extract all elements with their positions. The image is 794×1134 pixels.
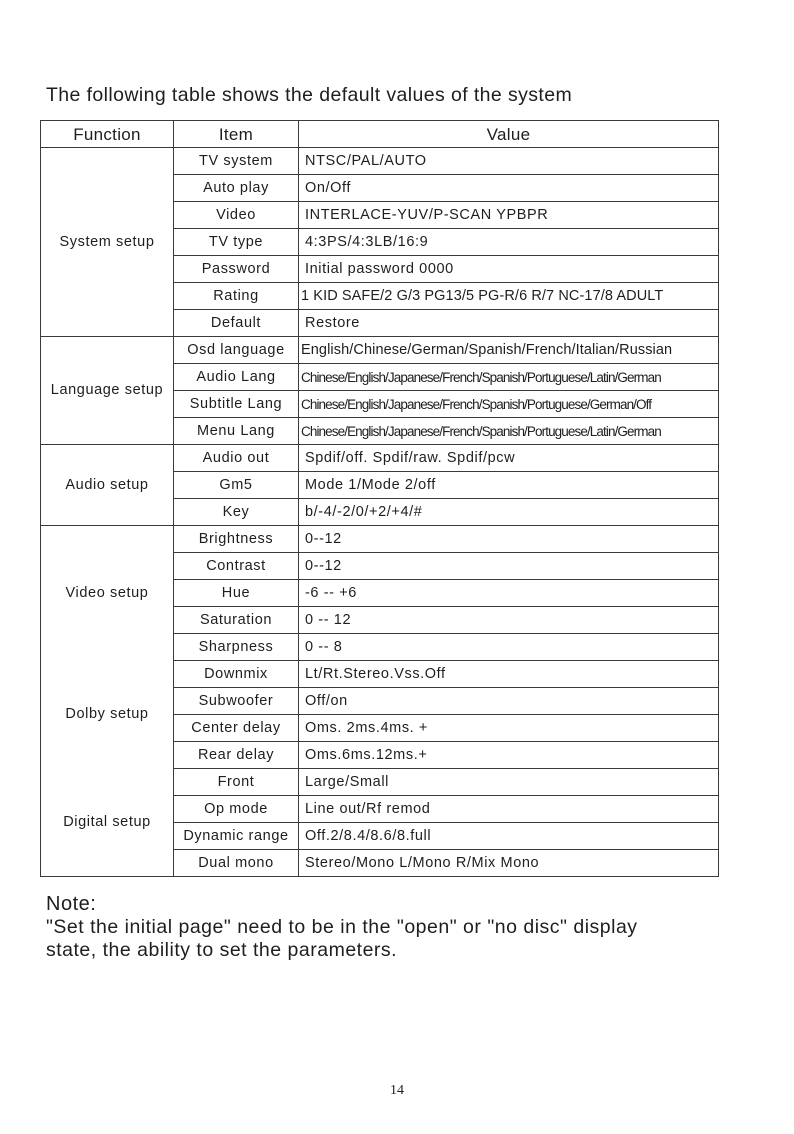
value-cell: Initial password 0000 — [299, 256, 719, 283]
value-cell: Lt/Rt.Stereo.Vss.Off — [299, 661, 719, 688]
value-cell: Off.2/8.4/8.6/8.full — [299, 823, 719, 850]
item-cell: Auto play — [174, 175, 299, 202]
item-cell: Brightness — [174, 526, 299, 553]
item-cell: Saturation — [174, 607, 299, 634]
note-line-1: "Set the initial page" need to be in the "open" or "no disc" display — [46, 916, 638, 938]
item-cell: TV system — [174, 148, 299, 175]
value-cell: Mode 1/Mode 2/off — [299, 472, 719, 499]
item-cell: Subwoofer — [174, 688, 299, 715]
item-cell: Key — [174, 499, 299, 526]
item-cell: Menu Lang — [174, 418, 299, 445]
item-cell: Center delay — [174, 715, 299, 742]
item-cell: Dual mono — [174, 850, 299, 877]
note-title: Note: — [46, 893, 97, 915]
item-cell: Video — [174, 202, 299, 229]
item-cell: Contrast — [174, 553, 299, 580]
value-cell: Line out/Rf remod — [299, 796, 719, 823]
table-row — [41, 769, 719, 796]
function-video-setup: Video setup — [41, 526, 174, 661]
value-cell: On/Off — [299, 175, 719, 202]
note-line-2: state, the ability to set the parameters. — [46, 939, 398, 961]
value-cell: b/-4/-2/0/+2/+4/# — [299, 499, 719, 526]
table-row — [41, 661, 719, 688]
value-cell: Chinese/English/Japanese/French/Spanish/Portuguese/Latin/German — [299, 364, 719, 391]
page-heading: The following table shows the default values of the system — [46, 84, 573, 106]
item-cell: Hue — [174, 580, 299, 607]
value-cell: 4:3PS/4:3LB/16:9 — [299, 229, 719, 256]
item-cell: Front — [174, 769, 299, 796]
value-cell: Large/Small — [299, 769, 719, 796]
header-item: Item — [174, 121, 299, 148]
table-header-row — [41, 121, 719, 148]
item-cell: Downmix — [174, 661, 299, 688]
item-cell: Subtitle Lang — [174, 391, 299, 418]
value-cell: Oms.6ms.12ms.+ — [299, 742, 719, 769]
function-dolby-setup: Dolby setup — [41, 661, 174, 769]
value-cell: Chinese/English/Japanese/French/Spanish/Portuguese/Latin/German — [299, 418, 719, 445]
value-cell: 1 KID SAFE/2 G/3 PG13/5 PG-R/6 R/7 NC-17/8 ADULT — [299, 283, 719, 310]
value-cell: Spdif/off. Spdif/raw. Spdif/pcw — [299, 445, 719, 472]
value-cell: Stereo/Mono L/Mono R/Mix Mono — [299, 850, 719, 877]
table-row — [41, 148, 719, 175]
item-cell: Rear delay — [174, 742, 299, 769]
value-cell: Oms. 2ms.4ms. + — [299, 715, 719, 742]
value-cell: NTSC/PAL/AUTO — [299, 148, 719, 175]
item-cell: Dynamic range — [174, 823, 299, 850]
item-cell: Audio Lang — [174, 364, 299, 391]
table-row — [41, 337, 719, 364]
table-row — [41, 445, 719, 472]
item-cell: Rating — [174, 283, 299, 310]
item-cell: Sharpness — [174, 634, 299, 661]
value-cell: INTERLACE-YUV/P-SCAN YPBPR — [299, 202, 719, 229]
note-block — [46, 893, 638, 962]
item-cell: Default — [174, 310, 299, 337]
value-cell: 0--12 — [299, 526, 719, 553]
item-cell: Op mode — [174, 796, 299, 823]
header-function: Function — [41, 121, 174, 148]
item-cell: TV type — [174, 229, 299, 256]
table-row — [41, 526, 719, 553]
function-language-setup: Language setup — [41, 337, 174, 445]
value-cell: Off/on — [299, 688, 719, 715]
defaults-table — [40, 120, 719, 877]
function-audio-setup: Audio setup — [41, 445, 174, 526]
item-cell: Osd language — [174, 337, 299, 364]
header-value: Value — [299, 121, 719, 148]
value-cell: 0 -- 8 — [299, 634, 719, 661]
value-cell: Chinese/English/Japanese/French/Spanish/Portuguese/German/Off — [299, 391, 719, 418]
function-system-setup: System setup — [41, 148, 174, 337]
function-digital-setup: Digital setup — [41, 769, 174, 877]
value-cell: -6 -- +6 — [299, 580, 719, 607]
value-cell: Restore — [299, 310, 719, 337]
value-cell: 0--12 — [299, 553, 719, 580]
item-cell: Password — [174, 256, 299, 283]
value-cell: English/Chinese/German/Spanish/French/Italian/Russian — [299, 337, 719, 364]
page-number: 14 — [390, 1083, 404, 1098]
item-cell: Audio out — [174, 445, 299, 472]
value-cell: 0 -- 12 — [299, 607, 719, 634]
item-cell: Gm5 — [174, 472, 299, 499]
